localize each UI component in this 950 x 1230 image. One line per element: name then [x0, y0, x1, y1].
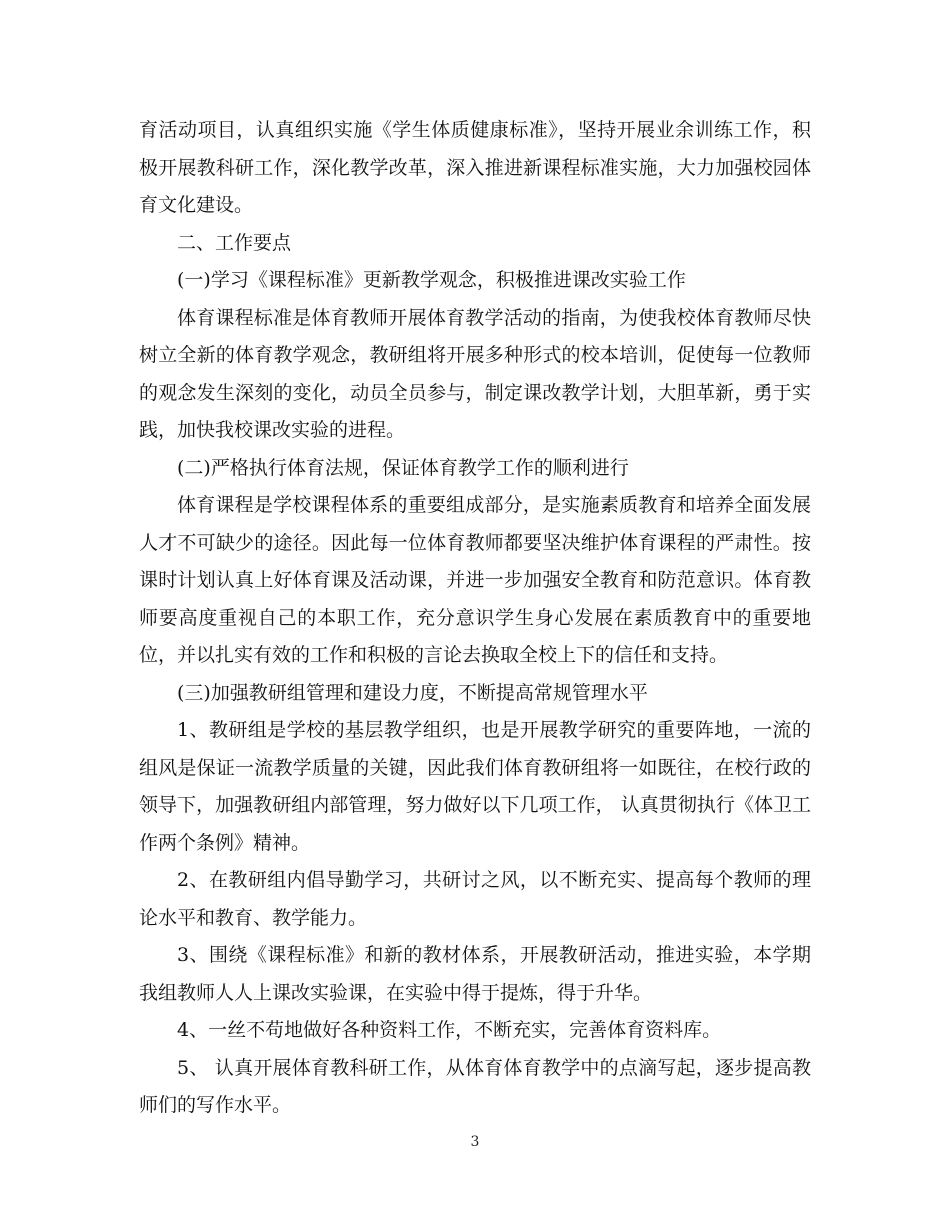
- list-item-2: 2、在教研组内倡导勤学习，共研讨之风，以不断充实、提高每个教师的理论水平和教育、教学能力。: [139, 869, 811, 929]
- list-item-4: 4、一丝不苟地做好各种资料工作，不断充实，完善体育资料库。: [177, 1019, 722, 1041]
- document-body: [139, 112, 811, 1125]
- page-number: 3: [470, 1134, 480, 1150]
- subheading-sports-regulations: (二)严格执行体育法规，保证体育教学工作的顺利进行: [177, 456, 629, 479]
- section-heading-work-points: 二、工作要点: [177, 231, 292, 254]
- list-item-5: 5、 认真开展体育教科研工作，从体育体育教学中的点滴写起，逐步提高教师们的写作水平。: [139, 1056, 811, 1116]
- paragraph-curriculum-standard: 体育课程标准是体育教师开展体育教学活动的指南，为使我校体育教师尽快树立全新的体育教学观念，教研组将开展多种形式的校本培训，促使每一位教师的观念发生深刻的变化，动员全员参与，制定课改教学计划，大胆革新，勇于实践，加快我校课改实验的进程。: [139, 306, 811, 441]
- list-item-3: 3、围绕《课程标准》和新的教材体系，开展教研活动，推进实验，本学期我组教师人人上课改实验课，在实验中得于提炼，得于升华。: [139, 944, 811, 1004]
- list-item-1: 1、教研组是学校的基层教学组织，也是开展教学研究的重要阵地，一流的组风是保证一流教学质量的关键，因此我们体育教研组将一如既往，在校行政的领导下，加强教研组内部管理，努力做好以下几项工作， 认真贯彻执行《体卫工作两个条例》精神。: [139, 719, 811, 854]
- paragraph-intro-continuation: 育活动项目，认真组织实施《学生体质健康标准》，坚持开展业余训练工作，积极开展教科研工作，深化教学改革，深入推进新课程标准实施，大力加强校园体育文化建设。: [139, 119, 811, 216]
- subheading-group-management: (三)加强教研组管理和建设力度，不断提高常规管理水平: [177, 681, 648, 704]
- subheading-curriculum-standard: (一)学习《课程标准》更新教学观念，积极推进课改实验工作: [177, 269, 686, 291]
- paragraph-sports-regulations: 体育课程是学校课程体系的重要组成部分，是实施素质教育和培养全面发展人才不可缺少的途径。因此每一位体育教师都要坚决维护体育课程的严肃性。按课时计划认真上好体育课及活动课，并进一步加强安全教育和防范意识。体育教师要高度重视自己的本职工作，充分意识学生身心发展在素质教育中的重要地位，并以扎实有效的工作和积极的言论去换取全校上下的信任和支持。: [139, 494, 811, 666]
